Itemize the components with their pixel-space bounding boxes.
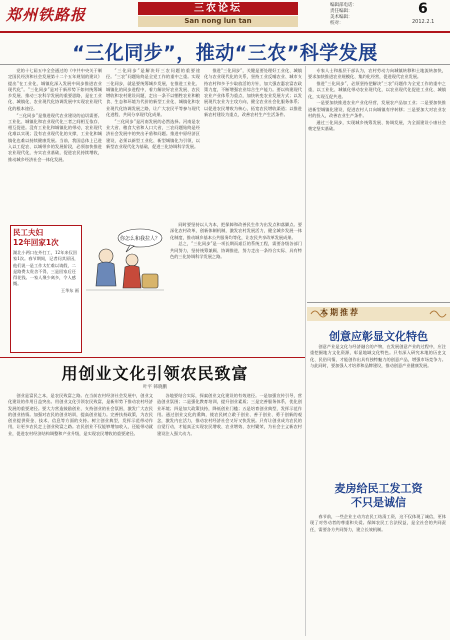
main-headline: “三化同步”，推动“三农”科学发展 bbox=[72, 42, 378, 64]
page-date: 2012.2.1 bbox=[412, 19, 435, 25]
info-line: 美术编辑： bbox=[330, 15, 353, 20]
section-title: 三农论坛 bbox=[138, 2, 298, 15]
paragraph: “三化同步”是解决好三农问题的重要途径。“三农”问题始终是全党工作的重中之重。实现三化同步，就是要统筹城乡发展，在推进工业化、城镇化的同步进程中，着力解决好农业发展、农民增收和农村建设问题，走出一条不以牺牲农业和粮食、生态和环境为代价的新型工业化、城镇化和农业现代化协调发展之路，让广大农民平等参与现代化进程、共同分享现代化成果。 bbox=[106, 68, 200, 118]
paragraph: 专家人士和基层干部认为，农村劳动力向城镇转移和土地流转加快，要求加快推进农业规模化、集约化经营，促进现代农业发展。 bbox=[308, 68, 446, 80]
paragraph: 通过三化同步，实现城乡统筹发展、协调发展，为全面建设小康社会奠定坚实基础。 bbox=[308, 119, 446, 132]
sidebar-story-author: 王华东 画 bbox=[60, 287, 79, 293]
masthead bbox=[0, 0, 450, 34]
column-divider bbox=[305, 66, 306, 636]
right-article2-title: 麦房给民工发工资 不只是诚信 bbox=[334, 482, 423, 509]
article2-col-2 bbox=[157, 393, 302, 635]
article1-col-3 bbox=[204, 68, 302, 220]
right-article1-body bbox=[310, 344, 446, 476]
paragraph: “三化同步”是推进现代农业建设的迫切需要。工业化、城镇化和农业现代化三者之间相互依存、相互促进。没有工业化和城镇化的带动，农业现代化难以实现；没有农业现代化的支撑，工业化和城镇化也难以持续健康发展。当前，我国总体上已进入以工促农、以城带乡的发展阶段，必须加快推进农业现代化，夯实农业基础，促进农民持续增收，推动城乡经济社会一体化发展。 bbox=[8, 112, 102, 162]
article2-byline: 叶平 韩晓鹏 bbox=[143, 385, 167, 390]
article2-rule bbox=[0, 357, 305, 358]
paragraph: 各地要结合实际，探索创业文化建设的有效途径。一是加强宣传引导，营造创业氛围；二是强化教育培训，提升创业素质；三是完善服务体系，优化创业环境；四是加大政策扶持，降低创业门槛；五是培育创业典型，发挥示范作用。通过创业文化的熏陶，使农民树立敢于创业、善于创业、勇于创新的观念，激发内在活力，推动农村经济社会又好又快发展。只有让创业成为农民的自觉行动，才能真正实现农民增收、农业增效、农村繁荣，为社会主义新农村建设注入强大动力。 bbox=[157, 393, 302, 436]
cartoon-illustration bbox=[86, 226, 164, 298]
paragraph: 一是要加快推进农业产业化经营，发展农产品加工业；二是要加快推进新型城镇化建设，促进农村人口向城镇有序转移；三是要加大对农业农村的投入，改善农业生产条件。 bbox=[308, 100, 446, 119]
sidebar-story-box bbox=[10, 225, 82, 353]
paragraph: “三化同步”是河南发展的必然选择。河南是农业大省、粮食大省和人口大省，三农问题始终是经济社会发展中的突出矛盾和问题。推进中原经济区建设，必须以新型工业化、新型城镇化为引领，以新型农业现代化为基础，促进三化协调科学发展。 bbox=[106, 118, 200, 150]
section-pinyin: San nong lun tan bbox=[138, 16, 298, 27]
paragraph: 春节前，一些企业主动为农民工结清工资，这不仅体现了诚信，更体现了对劳动者的尊重和关爱。保障农民工合法权益，是全社会的共同责任，需要各方共同努力，建立长效机制。 bbox=[310, 514, 446, 532]
article1-col-4 bbox=[170, 222, 302, 354]
info-line: 编辑部电话： bbox=[330, 3, 357, 8]
article2-title: 用创业文化引领农民致富 bbox=[61, 364, 249, 383]
paragraph: 同时要坚持以人为本，把保障和改善民生作为出发点和落脚点。要深化农村改革，创新体制机制，激发农村发展活力，健全城乡发展一体化制度，推动城乡基本公共服务均等化，让农民共享改革发展成果。 bbox=[170, 222, 302, 240]
info-line: 校对： bbox=[330, 21, 344, 26]
cartoon-speech: 你怎么和我拉人？ bbox=[119, 236, 161, 242]
masthead-info bbox=[330, 3, 357, 27]
paragraph: 创意产业是文化与经济融合的产物，在发展创意产业的过程中，应注重挖掘地方文化资源，彰显地域文化特色。只有深入研究本地的历史文化、民俗风情，才能创作出具有独特魅力的创意产品，增强市场竞争力。与此同时，要加强人才培养和品牌建设，推动创意产业健康发展。 bbox=[310, 344, 446, 368]
page-number: 6 bbox=[418, 1, 428, 17]
paragraph: 党的十七届五中全会通过的《中共中央关于制定国民经济和社会发展第十二个五年规划的建议》提出“在工业化、城镇化深入发展中同步推进农业现代化”。“三化同步”是对于新形势下如何统筹城乡发展、推动三农科学发展的重要思路，是在工业化、城镇化、农业现代化协调发展中实现农业现代化的根本途径。 bbox=[8, 68, 102, 111]
article1-col-2 bbox=[106, 68, 200, 220]
right-section-rule bbox=[307, 302, 450, 303]
article1-col-1 bbox=[8, 68, 102, 220]
info-line: 责任编辑： bbox=[330, 9, 353, 14]
paragraph: 推进“三化同步”，关键是要处理好工业化、城镇化与农业现代化的关系，坚持工业反哺农业、城市支持农村和多予少取放活的方针，加大强农惠农富农政策力度，不断增强农业综合生产能力。要以构建现代农业产业体系为重点，加快转变农业发展方式；以发展现代农业为主攻方向，健全农业社会化服务体系；以促进农民增收为核心，拓宽农民增收渠道；以推进新农村建设为重点，改善农村生产生活条件。 bbox=[204, 68, 302, 118]
right-article1-title: 创意应彰显文化特色 bbox=[329, 330, 428, 343]
newspaper-name: 郑州铁路报 bbox=[6, 6, 87, 24]
paragraph: 推进“三化同步”，必须坚持把解决“三农”问题作为全党工作的重中之重，以工业化、城镇化带动农业现代化，以农业现代化促进工业化、城镇化，实现互促共进。 bbox=[308, 81, 446, 99]
section-banner-label: 本期推荐 bbox=[320, 308, 360, 317]
right-column-top bbox=[308, 68, 446, 300]
masthead-rule bbox=[0, 31, 450, 33]
paragraph: 总之，“三化同步”是一项长期而艰巨的系统工程，需要各级各部门共同努力，坚持统筹兼顾、协调推进，努力走出一条符合实际、具有特色的三化协调科学发展之路。 bbox=[170, 241, 302, 259]
paragraph: 创业是富民之本，是农民致富之路。在当前农村经济社会发展中，创业文化建设的作用日益突出。用创业文化引领农民致富，是新形势下推动农村经济发展的重要途径。要大力营造鼓励创业、支持创业的社会氛围，激发广大农民的创业热情。加强对农民的创业培训，提高创业能力。完善扶持政策，为农民创业提供资金、技术、信息等方面的支持。树立创业典型，发挥示范带动作用，让更多农民走上创业致富之路。农民创业不仅能够增加收入，还能带动就业，促进农村经济结构调整和产业升级，是实现农民增收的重要途径。 bbox=[8, 393, 153, 436]
article2-col-1 bbox=[8, 393, 153, 635]
right-article2-body bbox=[310, 514, 446, 634]
sidebar-story-title: 民工夫妇 12年回家1次 bbox=[13, 228, 59, 247]
headline-rule bbox=[0, 64, 450, 65]
sidebar-story-body: 湖北小两口在外打工，12年来仅回家1次。春节期间，记者问其原因，他们说一是工作太忙难以请假，二是路费太贵舍不得，三是回家后还得花钱。一家人聚少离多，令人感慨。 bbox=[13, 250, 79, 287]
